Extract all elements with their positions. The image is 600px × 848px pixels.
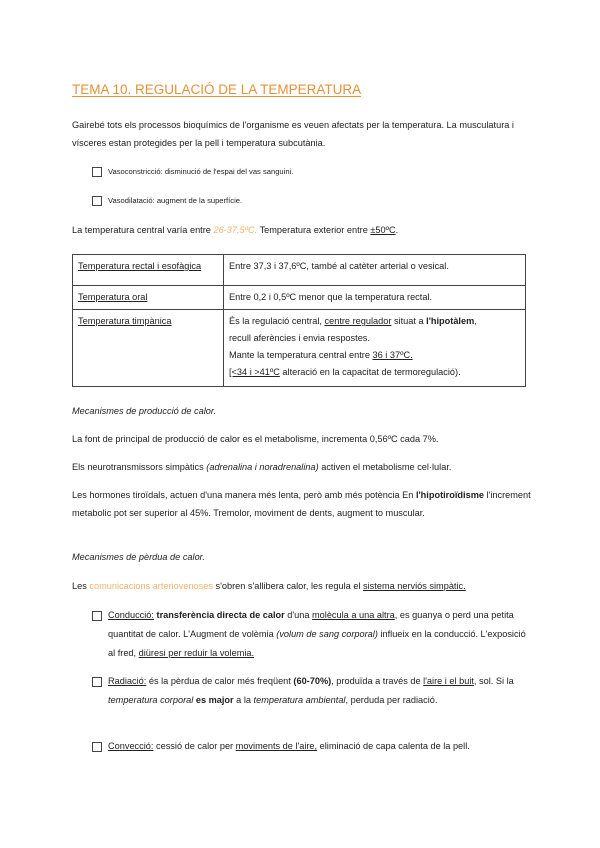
term-radiacio: Radiació: <box>108 676 147 686</box>
text: , perduda per radiació. <box>345 695 438 705</box>
text: és la pèrdua de calor més freqüent <box>146 676 294 686</box>
row-label-timpanica: Temperatura timpànica <box>78 316 172 326</box>
timpanica-text: alteració en la capacitat de termoregulació). <box>279 367 461 377</box>
table-cell-key <box>73 255 224 286</box>
row-label-rectal: Temperatura rectal i esofàgica <box>78 261 202 271</box>
text: , produïda a través de <box>331 676 424 686</box>
text: temperatura ambiental <box>253 695 346 705</box>
text: Els neurotransmissors simpàtics <box>72 462 207 472</box>
timpanica-text: És la regulació central, <box>229 316 325 326</box>
production-paragraph-1: La font de principal de producció de calor es el metabolisme, incrementa 0,56ºC cada 7%. <box>72 434 439 444</box>
text: diüresi per reduir la volemia. <box>138 648 255 658</box>
loss-paragraph-1 <box>72 577 532 595</box>
checkbox-conduccio[interactable] <box>92 611 102 621</box>
table-cell-value: Entre 0,2 i 0,5ºC menor que la temperatura rectal. <box>224 286 526 310</box>
alteration-range: [<34 i >41ºC <box>229 367 280 377</box>
text: (volum de sang corporal) <box>276 629 378 639</box>
text: es major <box>193 695 234 705</box>
central-range: 36 i 37ºC. <box>372 350 413 360</box>
centre-regulador: centre regulador <box>324 316 392 326</box>
checklist-item-vasodilatacio: Vasodilatació: augment de la superfície. <box>108 196 243 205</box>
central-temp-range: 26-37,5ºC. <box>213 225 258 235</box>
text: activen el metabolisme cel·lular. <box>318 462 452 472</box>
text: influeix en la conducció. L'exposició al fred, <box>108 629 526 658</box>
text: s'obren s'allibera calor, les regula el <box>212 581 364 591</box>
text: l'increment metabolic pot ser superior al 45%. Tremolor, moviment de dents, augment to muscular. <box>72 490 531 518</box>
text: (60-70%) <box>293 676 332 686</box>
hipotalem: l'hipotàlem <box>426 316 475 326</box>
text: a la <box>233 695 254 705</box>
table-cell-key <box>73 310 224 387</box>
timpanica-text: recull aferències i envia respostes. <box>229 333 370 343</box>
temperature-table <box>72 254 526 387</box>
table-row <box>73 310 526 387</box>
checkbox-radiacio[interactable] <box>92 677 102 687</box>
list-item-conveccio <box>108 737 528 756</box>
text: moviments de l'aire, <box>235 741 318 751</box>
checkbox-vasoconstriccio[interactable] <box>92 167 102 177</box>
production-heading: Mecanismes de producció de calor. <box>72 406 217 416</box>
list-item-radiacio <box>108 672 528 710</box>
term-conduccio: Conducció: <box>108 610 154 620</box>
text: eliminació de capa calenta de la pell. <box>317 741 470 751</box>
text: , es guanya o perd una petita quantitat de calor. L'Augment de volèmia <box>108 610 514 639</box>
sistema-nervios-simpatic: sistema nerviós simpàtic. <box>363 581 466 591</box>
text: d'una <box>284 610 313 620</box>
text: cessió de calor per <box>153 741 236 751</box>
production-paragraph-3 <box>72 486 532 522</box>
text: l'aire i el buit <box>423 676 474 686</box>
loss-heading: Mecanismes de pèrdua de calor. <box>72 552 205 562</box>
production-paragraph-2 <box>72 458 532 476</box>
central-temp-mid: Temperatura exterior entre <box>257 225 371 235</box>
neurotransmitters: (adrenalina i noradrenalina) <box>206 462 319 472</box>
page-title: TEMA 10. REGULACIÓ DE LA TEMPERATURA <box>72 82 362 97</box>
row-label-oral: Temperatura oral <box>78 292 148 302</box>
text: transferència directa de calor <box>153 610 285 620</box>
timpanica-text: Mante la temperatura central entre <box>229 350 373 360</box>
central-temp-pre: La temperatura central varía entre <box>72 225 214 235</box>
table-cell-value: Entre 37,3 i 37,6ºC, també al catèter arterial o vesical. <box>224 255 526 286</box>
table-cell-key <box>73 286 224 310</box>
text: Les <box>72 581 90 591</box>
table-row <box>73 286 526 310</box>
checklist-item-vasoconstriccio: Vasoconstricció: disminució de l'espai del vas sanguini. <box>108 167 294 176</box>
text: , sol. Si la <box>473 676 514 686</box>
intro-paragraph: Gairebé tots els processos bioquímics de l'organisme es veuen afectats per la temperatura. La musculatura i vísceres estan protegides per la pell i temperatura subcutània. <box>72 120 514 148</box>
timpanica-text: situat a <box>391 316 427 326</box>
term-conveccio: Convecció: <box>108 741 154 751</box>
list-item-conduccio <box>108 606 528 663</box>
checkbox-vasodilatacio[interactable] <box>92 196 102 206</box>
text: temperatura corporal <box>108 695 194 705</box>
central-temp-end: . <box>395 225 399 235</box>
exterior-temp-range: ±50ºC <box>370 225 396 235</box>
comunicacions-arteriovenoses: comunicacions arteriovenoses <box>89 581 213 591</box>
text: Les hormones tiroïdals, actuen d'una manera més lenta, però amb més potència En <box>72 490 416 500</box>
text: molècula a una altra <box>312 610 395 620</box>
checkbox-conveccio[interactable] <box>92 742 102 752</box>
table-cell-value: És la regulació central, centre regulador situat a l'hipotàlem, recull aferències i envia respostes. Mante la temperatura central entre 36 i 37ºC. [<34 i >41ºC alteració en la capacitat de termoregulació). <box>224 310 526 387</box>
table-row <box>73 255 526 286</box>
central-temperature-line <box>72 221 532 239</box>
hipotiroidisme: l'hipotiroïdisme <box>415 490 484 500</box>
